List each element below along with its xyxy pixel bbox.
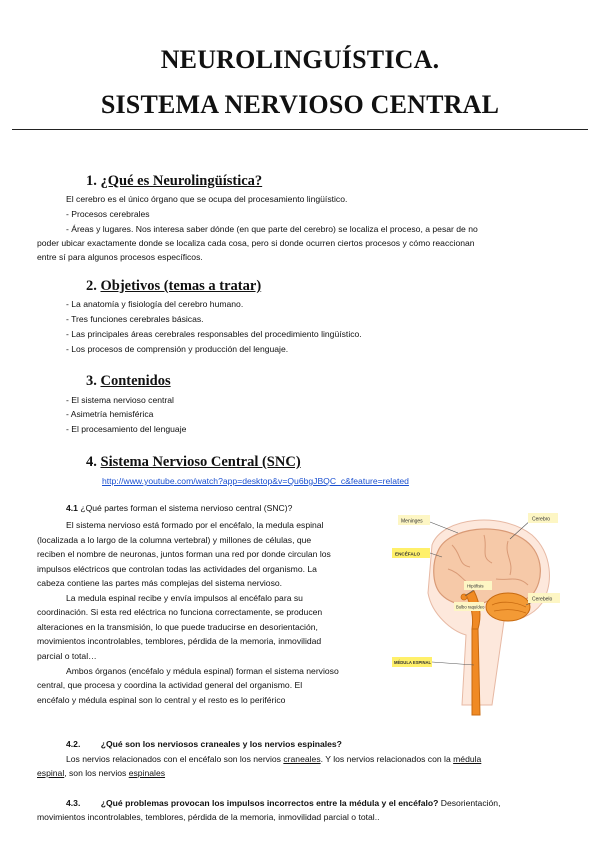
s2-item: - Tres funciones cerebrales básicas. (66, 314, 204, 324)
title-divider (12, 129, 588, 130)
q41-line: alteraciones en la transmisión, lo que puede traducirse en desorientación, (37, 622, 318, 632)
s3-item: - Asimetría hemisférica (66, 409, 154, 419)
youtube-link[interactable]: http://www.youtube.com/watch?app=desktop&v=Qu6bgJBQC_c&feature=related (102, 476, 409, 486)
section-1-heading (86, 173, 262, 190)
q41-line: (localizada a lo largo de la columna vertebral) y millones de células, que (37, 535, 312, 545)
label-cerebelo: Cerebelo (532, 596, 553, 603)
s2-item: - La anatomía y fisiología del cerebro humano. (66, 299, 244, 309)
q41-line: El sistema nervioso está formado por el encéfalo, la medula espinal (66, 520, 324, 530)
label-encefalo: ENCÉFALO (395, 551, 421, 557)
q41-heading (66, 501, 292, 515)
cerebellum-shape (486, 593, 530, 621)
q43-number: 4.3. (66, 798, 81, 808)
q43-heading (66, 796, 500, 810)
q41-number: 4.1 (66, 503, 78, 513)
spinal-cord-shape (472, 629, 480, 715)
s2-item: - Las principales áreas cerebrales responsables del procedimiento lingüístico. (66, 329, 362, 339)
q41-title: ¿Qué partes forman el sistema nervioso central (SNC)? (80, 503, 293, 513)
q42-number: 4.2. (66, 739, 81, 749)
s1-line: entre sí para algunos procesos específicos. (37, 252, 203, 262)
q41-line: La medula espinal recibe y envía impulsos al encéfalo para su (66, 593, 303, 603)
q42-underlined: espinal (37, 768, 65, 778)
q41-line: reciben el nombre de neuronas, juntos forman una red por donde circulan los (37, 549, 331, 559)
q42-line1 (66, 752, 481, 766)
section-4-heading (86, 454, 301, 471)
s1-line: - Procesos cerebrales (66, 209, 150, 219)
label-hipofisis: Hipófisis (467, 583, 484, 589)
label-bulbo: Bulbo raquídeo (456, 604, 485, 610)
s1-line: poder ubicar exactamente donde se localiza cada cosa, pero si donde ocurren ciertos procesos y cómo reaccionan (37, 238, 475, 248)
q41-line: coordinación. Si esta red eléctrica no funciona correctamente, se producen (37, 607, 323, 617)
q42-underlined: médula (453, 754, 482, 764)
section-1-title: ¿Qué es Neurolingüística? (100, 173, 263, 189)
q43-title: ¿Qué problemas provocan los impulsos incorrectos entre la médula y el encéfalo? (100, 798, 439, 808)
q41-line: encéfalo y médula espinal son lo central y el resto es lo periférico (37, 695, 286, 705)
s3-item: - El sistema nervioso central (66, 395, 174, 405)
section-3-title: Contenidos (100, 373, 171, 389)
q43-line2: movimientos incontrolables, temblores, pérdida de la memoria, inmovilidad parcial o total.. (37, 812, 380, 822)
s2-item: - Los procesos de comprensión y producción del lenguaje. (66, 344, 289, 354)
s1-line: - Áreas y lugares. Nos interesa saber dónde (en que parte del cerebro) se localiza el proceso, a pesar de no (66, 224, 478, 234)
q42-underlined: craneales (283, 754, 321, 764)
q41-line: central, que procesa y coordina la actividad general del organismo. El (37, 680, 303, 690)
section-2-number: 2. (86, 278, 97, 294)
q42-line2 (37, 766, 165, 780)
q41-line: parcial o total… (37, 651, 97, 661)
brain-anatomy-figure (392, 505, 562, 722)
label-meninges: Meninges (401, 518, 423, 525)
q42-text: , son los nervios (64, 768, 129, 778)
label-cerebro: Cerebro (532, 516, 551, 523)
section-2-title: Objetivos (temas a tratar) (100, 278, 262, 294)
section-1-number: 1. (86, 173, 97, 189)
q41-line: cabeza contiene las partes más complejas del sistema nervioso. (37, 578, 283, 588)
q41-line: impulsos eléctricos que controlan todas las actividades del organismo. La (37, 564, 317, 574)
q43-tail: Desorientación, (438, 798, 501, 808)
s3-item: - El procesamiento del lenguaje (66, 424, 187, 434)
document-title-line1: NEUROLINGUÍSTICA. (160, 45, 440, 74)
q42-underlined: espinales (128, 768, 166, 778)
cerebrum-shape (434, 529, 541, 605)
q42-heading (66, 737, 342, 751)
q42-title: ¿Qué son los nerviosos craneales y los nervios espinales? (100, 739, 342, 749)
q41-line: Ambos órganos (encéfalo y médula espinal) forman el sistema nervioso (66, 666, 339, 676)
section-2-heading (86, 278, 261, 295)
section-3-number: 3. (86, 373, 97, 389)
document-title-line2: SISTEMA NERVIOSO CENTRAL (100, 90, 500, 119)
section-3-heading (86, 373, 171, 390)
section-4-title: Sistema Nervioso Central (SNC) (100, 454, 301, 470)
q42-text: . Y los nervios relacionados con la (320, 754, 454, 764)
q42-text: Los nervios relacionados con el encéfalo son los nervios (66, 754, 284, 764)
q41-line: movimientos incontrolables, temblores, pérdida de la memoria, inmovilidad (37, 636, 322, 646)
section-4-number: 4. (86, 454, 97, 470)
label-medula: MÉDULA ESPINAL (394, 660, 432, 666)
s1-line: El cerebro es el único órgano que se ocupa del procesamiento lingüístico. (66, 194, 348, 204)
